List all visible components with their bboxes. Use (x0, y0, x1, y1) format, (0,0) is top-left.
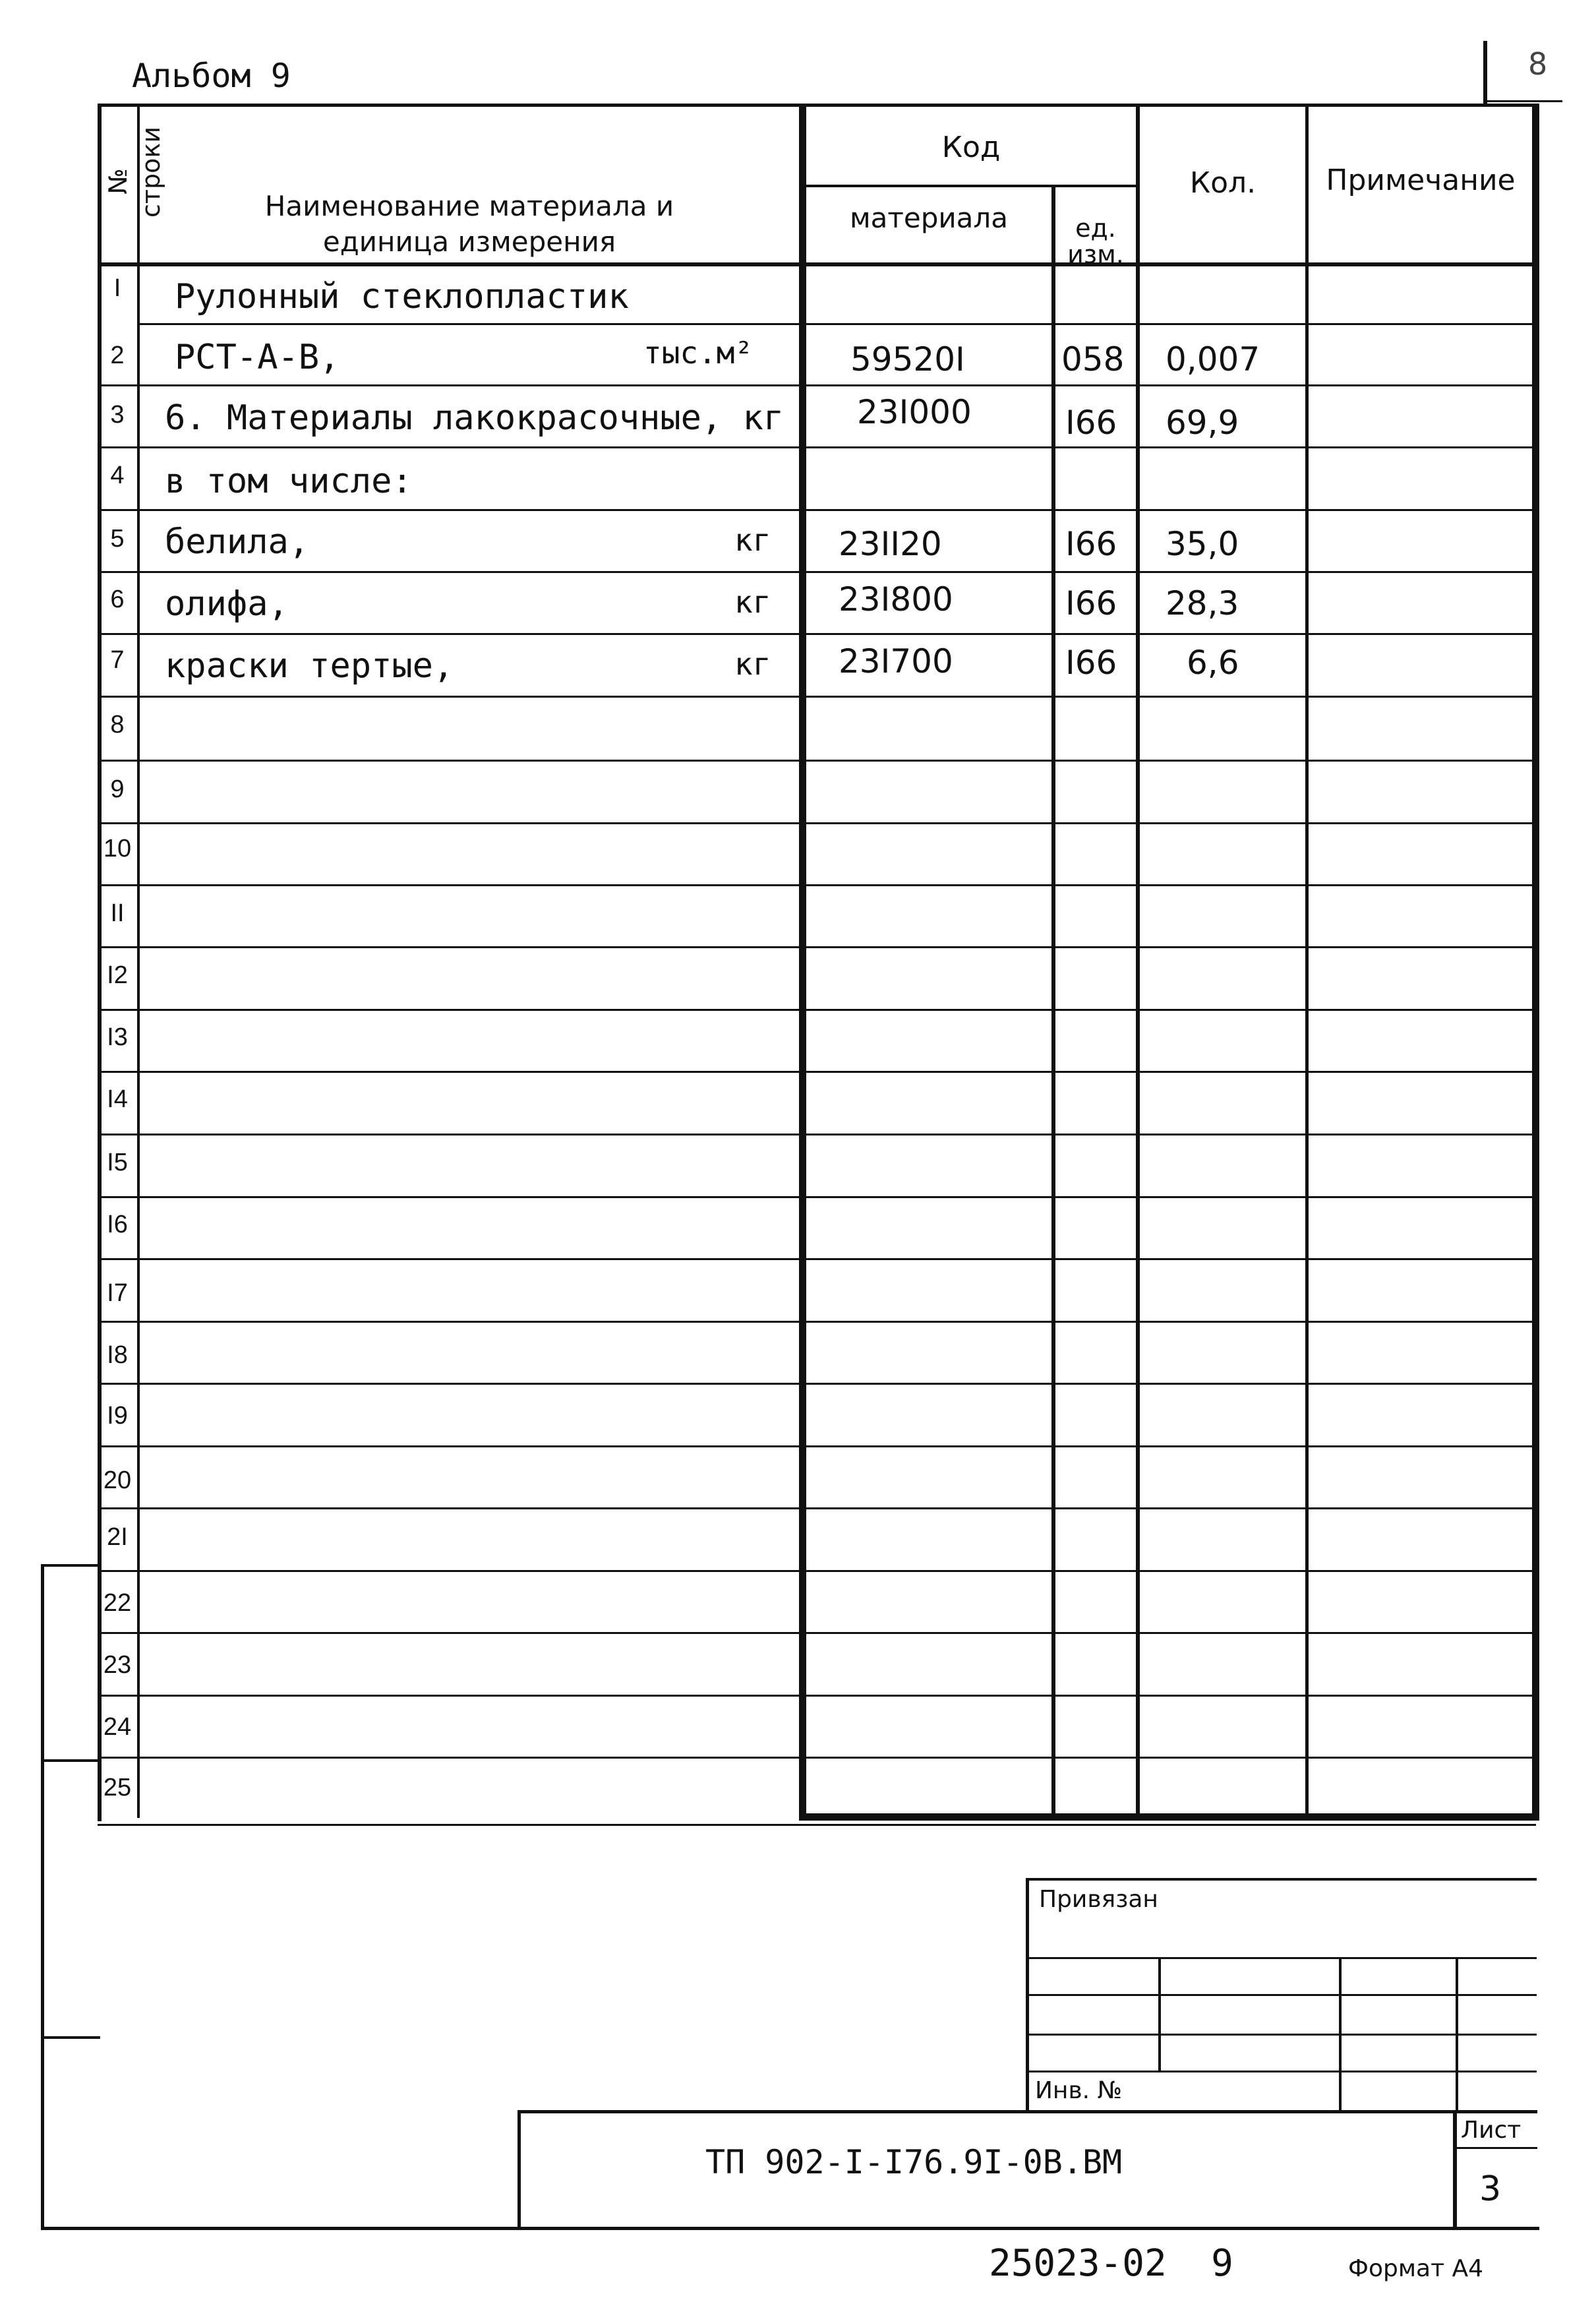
row-number: 4 (110, 462, 125, 489)
inv-no-label: Инв. № (1035, 2077, 1123, 2104)
row-6-unit-code: I66 (1065, 584, 1117, 622)
sheet-label: Лист (1461, 2117, 1522, 2144)
row-number: I7 (107, 1279, 128, 1307)
row-7-unit-code: I66 (1065, 644, 1117, 682)
header-name: Наименование материала и единица измерения (264, 190, 674, 258)
sheet-number: 3 (1479, 2169, 1502, 2209)
row-number: 5 (110, 525, 125, 553)
album-label: Альбом 9 (132, 57, 291, 95)
stamp-number: 25023-02 9 (989, 2242, 1233, 2285)
row-number: I9 (107, 1402, 128, 1430)
corner-underline (1483, 100, 1562, 102)
row-number: 9 (110, 775, 125, 803)
row-number: I6 (107, 1211, 128, 1238)
corner-divider (1483, 41, 1487, 107)
row-2-code: 59520I (850, 340, 965, 378)
row-6-qty: 28,3 (1166, 584, 1239, 622)
header-qty: Кол. (1189, 166, 1256, 200)
header-code-material: материала (849, 202, 1008, 234)
row-number: 24 (103, 1713, 132, 1741)
row-4-name: в том числе: (165, 462, 413, 501)
row-3-code: 23I000 (857, 393, 972, 431)
row-7-qty: 6,6 (1187, 644, 1239, 682)
row-6-code: 23I800 (839, 580, 953, 619)
row-number: I5 (107, 1149, 128, 1176)
row-number: 20 (103, 1466, 132, 1494)
row-7-unit-label: кг (734, 646, 771, 682)
row-number: I4 (107, 1085, 128, 1113)
row-2-unit-code: 058 (1061, 340, 1125, 378)
row-6-name: олифа, (165, 584, 289, 624)
row-6-unit-label: кг (734, 584, 771, 620)
row-number: 22 (103, 1589, 132, 1617)
header-row-no: № строки (103, 126, 165, 218)
privyazan-label: Привязан (1039, 1886, 1158, 1913)
row-number: II (110, 899, 125, 927)
row-number: 10 (103, 835, 132, 862)
row-5-qty: 35,0 (1166, 525, 1239, 563)
row-number: 8 (110, 711, 125, 739)
row-number: I2 (107, 961, 128, 989)
row-7-code: 23I700 (839, 642, 953, 680)
row-number: 23 (103, 1651, 132, 1679)
row-5-unit-code: I66 (1065, 525, 1117, 563)
header-code-unit: ед. изм. (1067, 214, 1124, 269)
header-code-group: Код (941, 131, 1001, 164)
row-2-name: РСТ-А-В, (175, 338, 340, 377)
header-note: Примечание (1326, 164, 1516, 197)
row-number: 2 (110, 342, 125, 369)
row-number: 3 (110, 401, 125, 429)
row-number: I3 (107, 1023, 128, 1051)
row-number: 25 (103, 1774, 132, 1801)
row-5-name: белила, (165, 522, 310, 562)
format-label: Формат А4 (1348, 2255, 1484, 2282)
row-3-unit-code: I66 (1065, 404, 1117, 442)
row-number: 6 (110, 586, 125, 613)
row-3-qty: 69,9 (1166, 404, 1239, 442)
row-1-name: Рулонный стеклопластик (175, 277, 629, 317)
document-code: ТП 902-I-I76.9I-0В.ВМ (705, 2143, 1123, 2181)
row-5-code: 23II20 (839, 525, 942, 563)
row-number: 7 (110, 646, 125, 674)
page-corner-number: 8 (1528, 46, 1548, 82)
row-5-unit-label: кг (734, 522, 771, 558)
row-number: I (113, 274, 121, 302)
row-number: 2I (107, 1523, 128, 1551)
row-2-qty: 0,007 (1166, 340, 1260, 378)
row-2-unit-label: тыс.м² (643, 335, 754, 371)
row-number: I8 (107, 1341, 128, 1369)
row-3-name: 6. Материалы лакокрасочные, кг (165, 398, 784, 438)
row-7-name: краски тертые, (165, 646, 454, 686)
